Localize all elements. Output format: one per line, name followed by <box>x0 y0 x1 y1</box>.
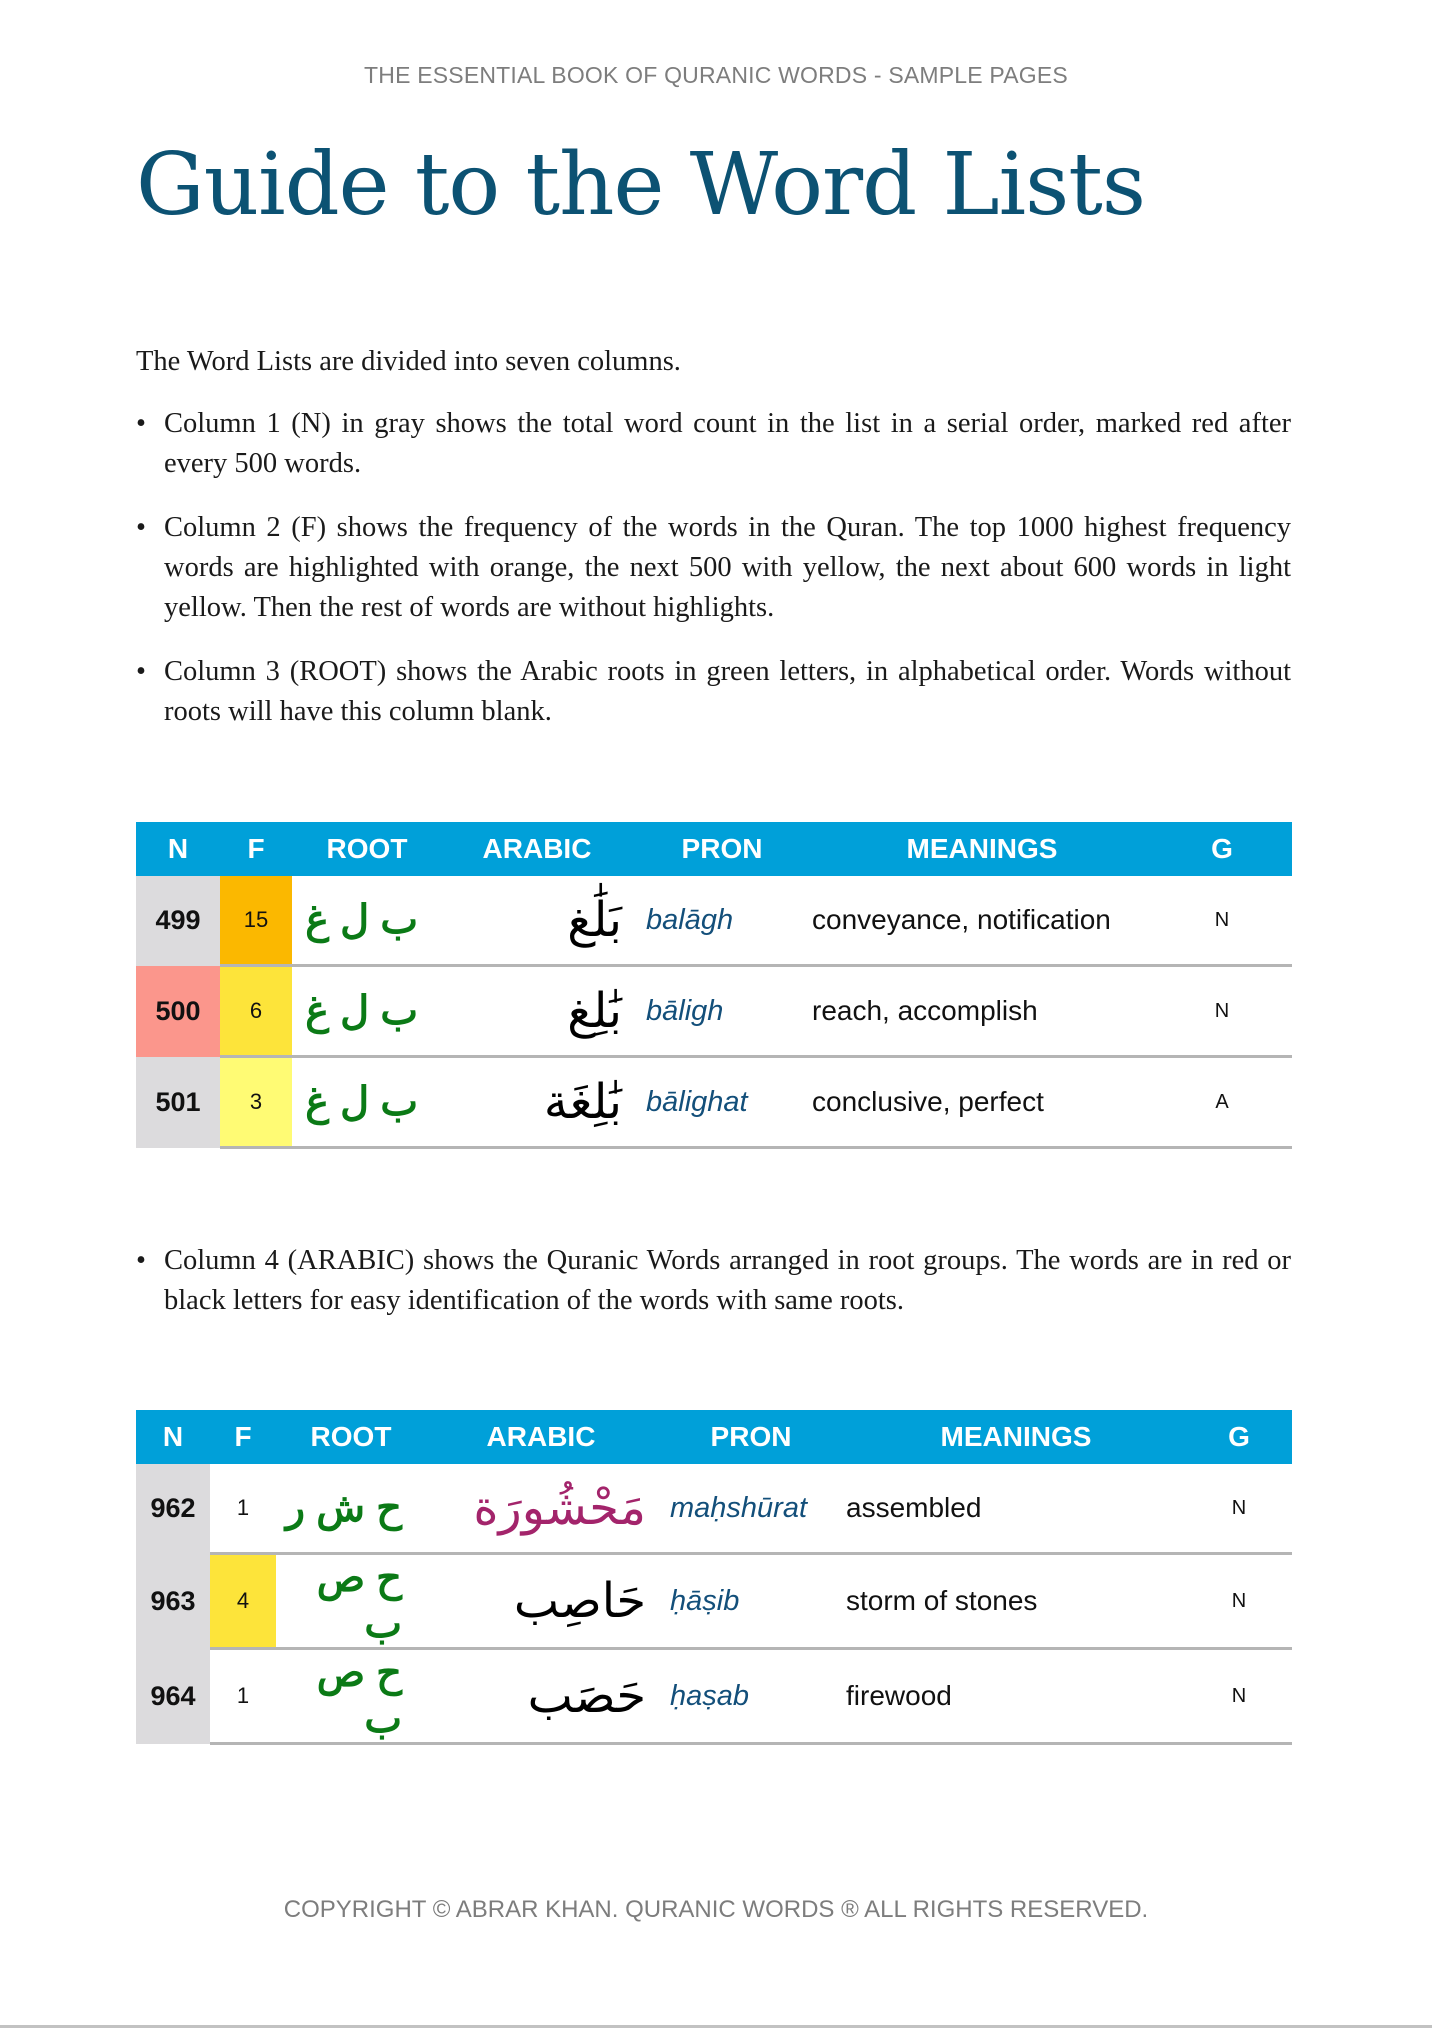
cell-grammar: N <box>1152 876 1292 966</box>
cell-n: 962 <box>136 1464 210 1554</box>
cell-root: ح ش ر <box>276 1464 426 1554</box>
running-header: THE ESSENTIAL BOOK OF QURANIC WORDS - SAMPLE PAGES <box>364 62 1068 88</box>
cell-grammar: N <box>1152 966 1292 1057</box>
cell-n: 499 <box>136 876 220 966</box>
page-title: Guide to the Word Lists <box>136 135 1145 235</box>
word-list-table-1 <box>136 822 1292 1149</box>
cell-pronunciation: maḥshūrat <box>656 1464 846 1554</box>
cell-frequency: 1 <box>210 1649 276 1744</box>
cell-arabic: بَلَٰغ <box>442 876 632 966</box>
cell-pronunciation: bālighat <box>632 1057 812 1148</box>
cell-grammar: N <box>1186 1649 1292 1744</box>
bullet-icon: • <box>136 1245 146 1276</box>
cell-frequency: 1 <box>210 1464 276 1554</box>
cell-frequency: 6 <box>220 966 292 1057</box>
cell-meanings: firewood <box>846 1649 1186 1744</box>
cell-frequency: 4 <box>210 1554 276 1649</box>
bullet-text: Column 3 (ROOT) shows the Arabic roots in green letters, in alphabetical order. Words without roots will have this column blank. <box>164 656 1291 727</box>
col-header-root: ROOT <box>292 822 442 876</box>
cell-root: ب ل غ <box>292 1057 442 1148</box>
col-header-meanings: MEANINGS <box>812 822 1152 876</box>
table-row <box>136 1464 1292 1554</box>
cell-meanings: reach, accomplish <box>812 966 1152 1057</box>
word-list-table-2 <box>136 1410 1292 1745</box>
cell-root: ح ص ب <box>276 1554 426 1649</box>
cell-root: ب ل غ <box>292 966 442 1057</box>
col-header-g: G <box>1186 1410 1292 1464</box>
table-row <box>136 1649 1292 1744</box>
cell-pronunciation: bāligh <box>632 966 812 1057</box>
cell-grammar: N <box>1186 1554 1292 1649</box>
cell-frequency: 15 <box>220 876 292 966</box>
cell-meanings: conclusive, perfect <box>812 1057 1152 1148</box>
column-guide-list <box>136 404 1291 756</box>
cell-arabic: حَاصِب <box>426 1554 656 1649</box>
cell-arabic: بَٰلِغ <box>442 966 632 1057</box>
cell-pronunciation: balāgh <box>632 876 812 966</box>
col-header-arabic: ARABIC <box>442 822 632 876</box>
cell-n: 501 <box>136 1057 220 1148</box>
col-header-n: N <box>136 822 220 876</box>
cell-meanings: conveyance, notification <box>812 876 1152 966</box>
table-header-row <box>136 1410 1292 1464</box>
bullet-icon: • <box>136 512 146 543</box>
table-row <box>136 1057 1292 1148</box>
cell-n: 500 <box>136 966 220 1057</box>
bullet-icon: • <box>136 656 146 687</box>
col-header-pron: PRON <box>656 1410 846 1464</box>
col-header-f: F <box>210 1410 276 1464</box>
arabic-column-note <box>136 1241 1291 1345</box>
bullet-item <box>136 652 1291 732</box>
copyright-footer: COPYRIGHT © ABRAR KHAN. QURANIC WORDS ® ALL RIGHTS RESERVED. <box>283 1896 1149 1923</box>
cell-pronunciation: ḥāṣib <box>656 1554 846 1649</box>
col-header-f: F <box>220 822 292 876</box>
cell-grammar: A <box>1152 1057 1292 1148</box>
bullet-text: Column 1 (N) in gray shows the total word count in the list in a serial order, marked red after every 500 words. <box>164 408 1291 479</box>
cell-root: ح ص ب <box>276 1649 426 1744</box>
col-header-g: G <box>1152 822 1292 876</box>
cell-arabic: مَحْشُورَة <box>426 1464 656 1554</box>
cell-n: 964 <box>136 1649 210 1744</box>
cell-grammar: N <box>1186 1464 1292 1554</box>
col-header-pron: PRON <box>632 822 812 876</box>
intro-paragraph: The Word Lists are divided into seven columns. <box>136 346 681 377</box>
cell-pronunciation: ḥaṣab <box>656 1649 846 1744</box>
bullet-item <box>136 404 1291 484</box>
cell-root: ب ل غ <box>292 876 442 966</box>
table-row <box>136 876 1292 966</box>
col-header-arabic: ARABIC <box>426 1410 656 1464</box>
cell-n: 963 <box>136 1554 210 1649</box>
cell-meanings: assembled <box>846 1464 1186 1554</box>
bullet-text: Column 2 (F) shows the frequency of the words in the Quran. The top 1000 highest frequency words are highlighted with orange, the next 500 with yellow, the next about 600 words in light yellow. Then the rest of words are without highlights. <box>164 512 1291 623</box>
bullet-text: Column 4 (ARABIC) shows the Quranic Words arranged in root groups. The words are in red or black letters for easy identification of the words with same roots. <box>164 1245 1291 1316</box>
bullet-icon: • <box>136 408 146 439</box>
bullet-item <box>136 1241 1291 1321</box>
table-header-row <box>136 822 1292 876</box>
cell-arabic: بَٰلِغَة <box>442 1057 632 1148</box>
col-header-n: N <box>136 1410 210 1464</box>
cell-frequency: 3 <box>220 1057 292 1148</box>
col-header-root: ROOT <box>276 1410 426 1464</box>
table-row <box>136 966 1292 1057</box>
page-bottom-rule <box>0 2025 1432 2028</box>
bullet-item <box>136 508 1291 628</box>
cell-meanings: storm of stones <box>846 1554 1186 1649</box>
cell-arabic: حَصَب <box>426 1649 656 1744</box>
col-header-meanings: MEANINGS <box>846 1410 1186 1464</box>
table-row <box>136 1554 1292 1649</box>
